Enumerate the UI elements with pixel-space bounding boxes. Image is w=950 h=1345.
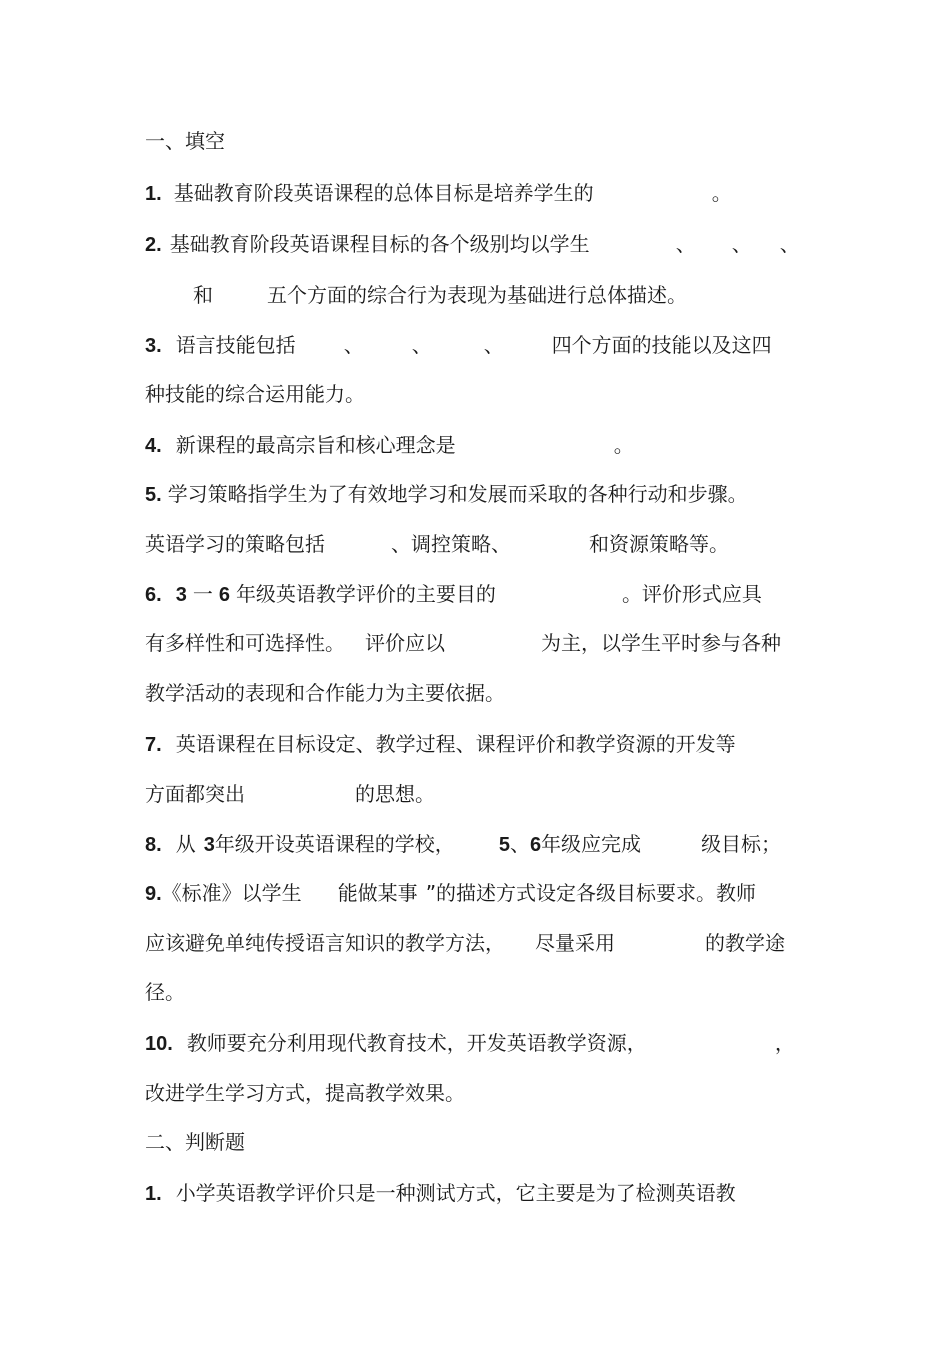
question-4	[145, 432, 634, 459]
question-number: 7.	[145, 734, 162, 756]
number: 3	[175, 584, 187, 606]
question-number: 3.	[145, 335, 162, 357]
question-1	[145, 180, 732, 207]
number: 3	[203, 834, 215, 856]
question-text: 为主，以学生平时参与各种	[541, 631, 781, 655]
question-text: 四个方面的技能以及这四	[551, 333, 772, 357]
question-number: 1.	[145, 1183, 162, 1205]
question-text: 英语课程在目标设定、教学过程、课程评价和教学资源的开发等	[175, 732, 736, 756]
question-number: 10.	[145, 1033, 173, 1055]
question-text: 和	[193, 283, 213, 307]
question-number: 2.	[145, 234, 162, 256]
question-end: ，	[774, 1031, 795, 1055]
question-3	[145, 332, 772, 359]
question-text: 能做某事	[337, 881, 418, 905]
question-7-line-2	[145, 781, 435, 807]
question-text: 新课程的最高宗旨和核心理念是	[175, 433, 456, 457]
question-number: 5.	[145, 484, 162, 506]
question-9	[145, 880, 756, 907]
question-5-line-2	[145, 531, 729, 557]
question-text: 一	[192, 582, 213, 606]
question-text: 的教学途	[705, 931, 785, 955]
question-text: 教师要充分利用现代教育技术，开发英语教学资源，	[186, 1031, 647, 1055]
question-6-line-2	[145, 630, 781, 656]
question-5	[145, 481, 748, 508]
question-2-line-2	[193, 282, 687, 308]
question-number: 6.	[145, 584, 162, 606]
question-text: 有多样性和可选择性。	[145, 631, 345, 655]
question-text: 年级应完成	[541, 832, 642, 856]
question-number: 8.	[145, 834, 162, 856]
question-text: 尽量采用	[535, 931, 615, 955]
question-text: 级目标；	[701, 832, 782, 856]
question-text: 学习策略指学生为了有效地学习和发展而采取的各种行动和步骤。	[167, 482, 748, 506]
number: 5	[498, 834, 510, 856]
question-number: 9.	[145, 883, 162, 905]
question-text: 的思想。	[355, 782, 435, 806]
question-8	[145, 831, 781, 858]
question-text: 年级开设英语课程的学校，	[214, 832, 455, 856]
question-end: 。	[613, 433, 634, 457]
question-text: 方面都突出	[145, 782, 245, 806]
separator: 、	[483, 333, 504, 357]
question-text: 五个方面的综合行为表现为基础进行总体描述。	[267, 283, 687, 307]
question-number: 4.	[145, 435, 162, 457]
question-6	[145, 581, 762, 608]
separator: 、	[779, 232, 800, 256]
question-10-line-2: 改进学生学习方式，提高教学效果。	[145, 1081, 465, 1105]
question-text: 基础教育阶段英语课程目标的各个级别均以学生	[169, 232, 590, 256]
question-text: ”的描述方式设定各级目标要求。教师	[425, 881, 757, 905]
judgment-1	[145, 1180, 736, 1207]
question-end: 。	[711, 181, 732, 205]
question-text: 和资源策略等。	[589, 532, 729, 556]
question-text: 《标准》以学生	[161, 881, 302, 905]
question-text: 英语学习的策略包括	[145, 532, 325, 556]
question-2	[145, 231, 800, 258]
question-9-line-3: 径。	[145, 980, 185, 1004]
question-text: 。评价形式应具	[621, 582, 762, 606]
separator: 、	[675, 232, 696, 256]
question-text: 应该避免单纯传授语言知识的教学方法，	[145, 931, 505, 955]
question-3-line-2: 种技能的综合运用能力。	[145, 382, 365, 406]
question-text: 年级英语教学评价的主要目的	[235, 582, 496, 606]
question-text: 从	[175, 832, 196, 856]
number: 6	[218, 584, 230, 606]
section-title-fill-blank: 一、填空	[145, 129, 225, 153]
question-number: 1.	[145, 183, 162, 205]
number: 6	[529, 834, 542, 856]
question-10	[145, 1030, 795, 1057]
question-text: 、调控策略、	[391, 532, 511, 556]
question-text: 语言技能包括	[175, 333, 296, 357]
question-7	[145, 731, 736, 758]
question-text: 、	[509, 832, 530, 856]
separator: 、	[343, 333, 364, 357]
question-6-line-3: 教学活动的表现和合作能力为主要依据。	[145, 681, 505, 705]
question-text: 评价应以	[365, 631, 445, 655]
question-text: 基础教育阶段英语课程的总体目标是培养学生的	[173, 181, 594, 205]
separator: 、	[731, 232, 752, 256]
separator: 、	[411, 333, 432, 357]
section-title-true-false: 二、判断题	[145, 1130, 245, 1154]
question-text: 小学英语教学评价只是一种测试方式，它主要是为了检测英语教	[175, 1181, 736, 1205]
question-9-line-2	[145, 930, 785, 956]
